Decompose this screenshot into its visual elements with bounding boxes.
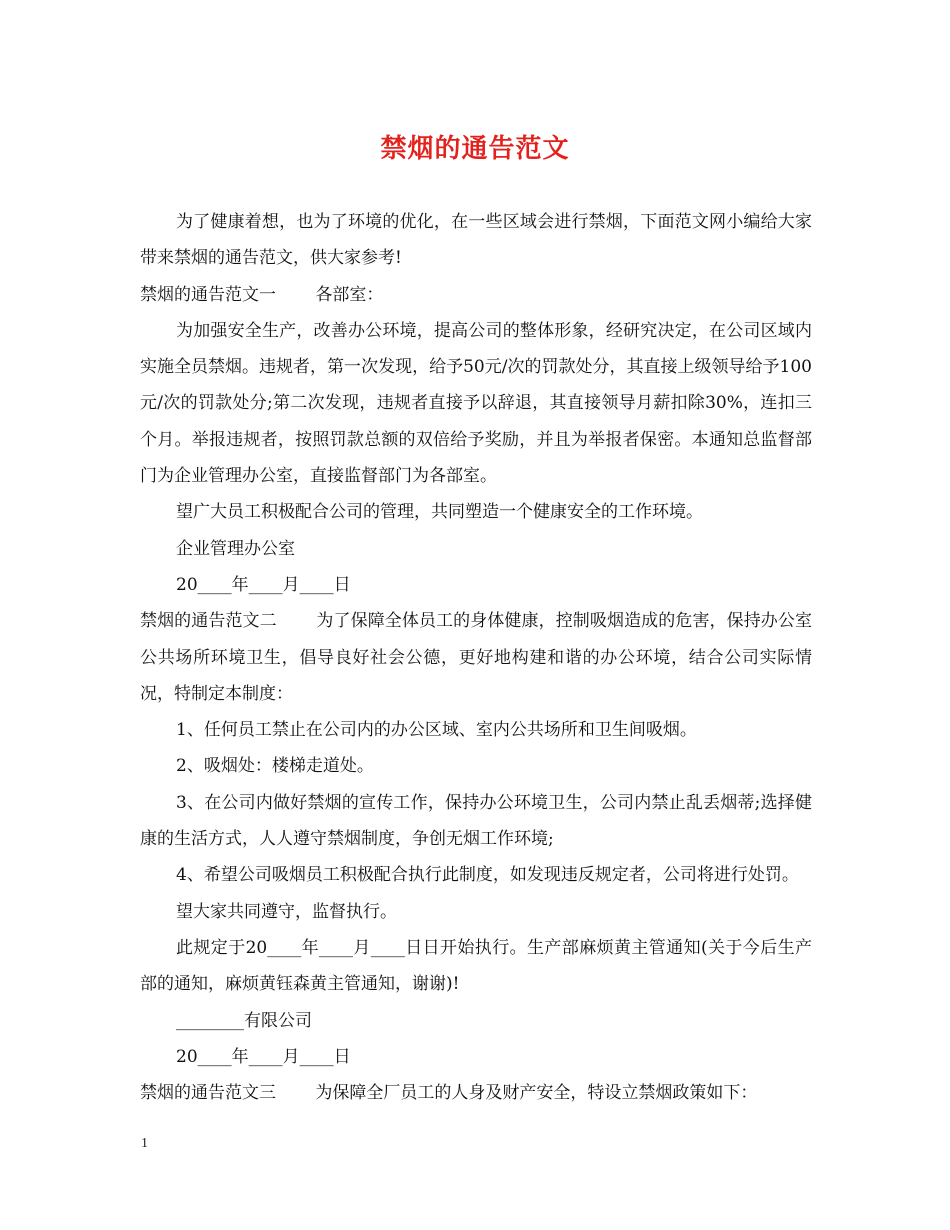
paragraph: 企业管理办公室	[176, 538, 295, 559]
paragraph: 禁烟的通告范文一 各部室：	[140, 284, 384, 305]
paragraph: 20____年____月____日	[176, 574, 351, 595]
paragraph: 禁烟的通告范文三 为保障全厂员工的人身及财产安全，特设立禁烟政策如下：	[140, 1083, 758, 1104]
paragraph: ________有限公司	[176, 1010, 312, 1031]
paragraph: 为了健康着想，也为了环境的优化，在一些区域会进行禁烟，下面范文网小编给大家带来禁烟的通告范文，供大家参考!	[140, 212, 812, 269]
page-number: 1	[141, 1136, 148, 1151]
paragraph: 望广大员工积极配合公司的管理，共同塑造一个健康安全的工作环境。	[176, 502, 703, 523]
document-title: 禁烟的通告范文	[380, 134, 570, 164]
paragraph: 此规定于20____年____月____日日开始执行。生产部麻烦黄主管通知(关于今后生产部的通知，麻烦黄钰森黄主管通知，谢谢)!	[140, 937, 812, 995]
paragraph: 4、希望公司吸烟员工积极配合执行此制度，如发现违反规定者，公司将进行处罚。	[176, 865, 799, 886]
paragraph: 禁烟的通告范文二 为了保障全体员工的身体健康，控制吸烟造成的危害，保持办公室公共场所环境卫生，倡导良好社会公德，更好地构建和谐的办公环境，结合公司实际情况，特制定本制度：	[140, 611, 812, 704]
paragraph: 3、在公司内做好禁烟的宣传工作，保持办公环境卫生，公司内禁止乱丢烟蒂;选择健康的生活方式，人人遵守禁烟制度，争创无烟工作环境;	[140, 792, 812, 850]
document-body	[140, 204, 812, 1111]
paragraph: 为加强安全生产，改善办公环境，提高公司的整体形象，经研究决定，在公司区域内实施全员禁烟。违规者，第一次发现，给予50元/次的罚款处分，其直接上级领导给予100元/次的罚款处分;第二次发现，违规者直接予以辞退，其直接领导月薪扣除30%，连扣三个月。举报违规者，按照罚款总额的双倍给予奖励，并且为举报者保密。本通知总监督部门为企业管理办公室，直接监督部门为各部室。	[140, 320, 812, 487]
paragraph: 1、任何员工禁止在公司内的办公区域、室内公共场所和卫生间吸烟。	[176, 720, 697, 741]
paragraph: 2、吸烟处：楼梯走道处。	[176, 756, 374, 777]
paragraph: 20____年____月____日	[176, 1046, 351, 1067]
paragraph: 望大家共同遵守，监督执行。	[176, 901, 397, 922]
